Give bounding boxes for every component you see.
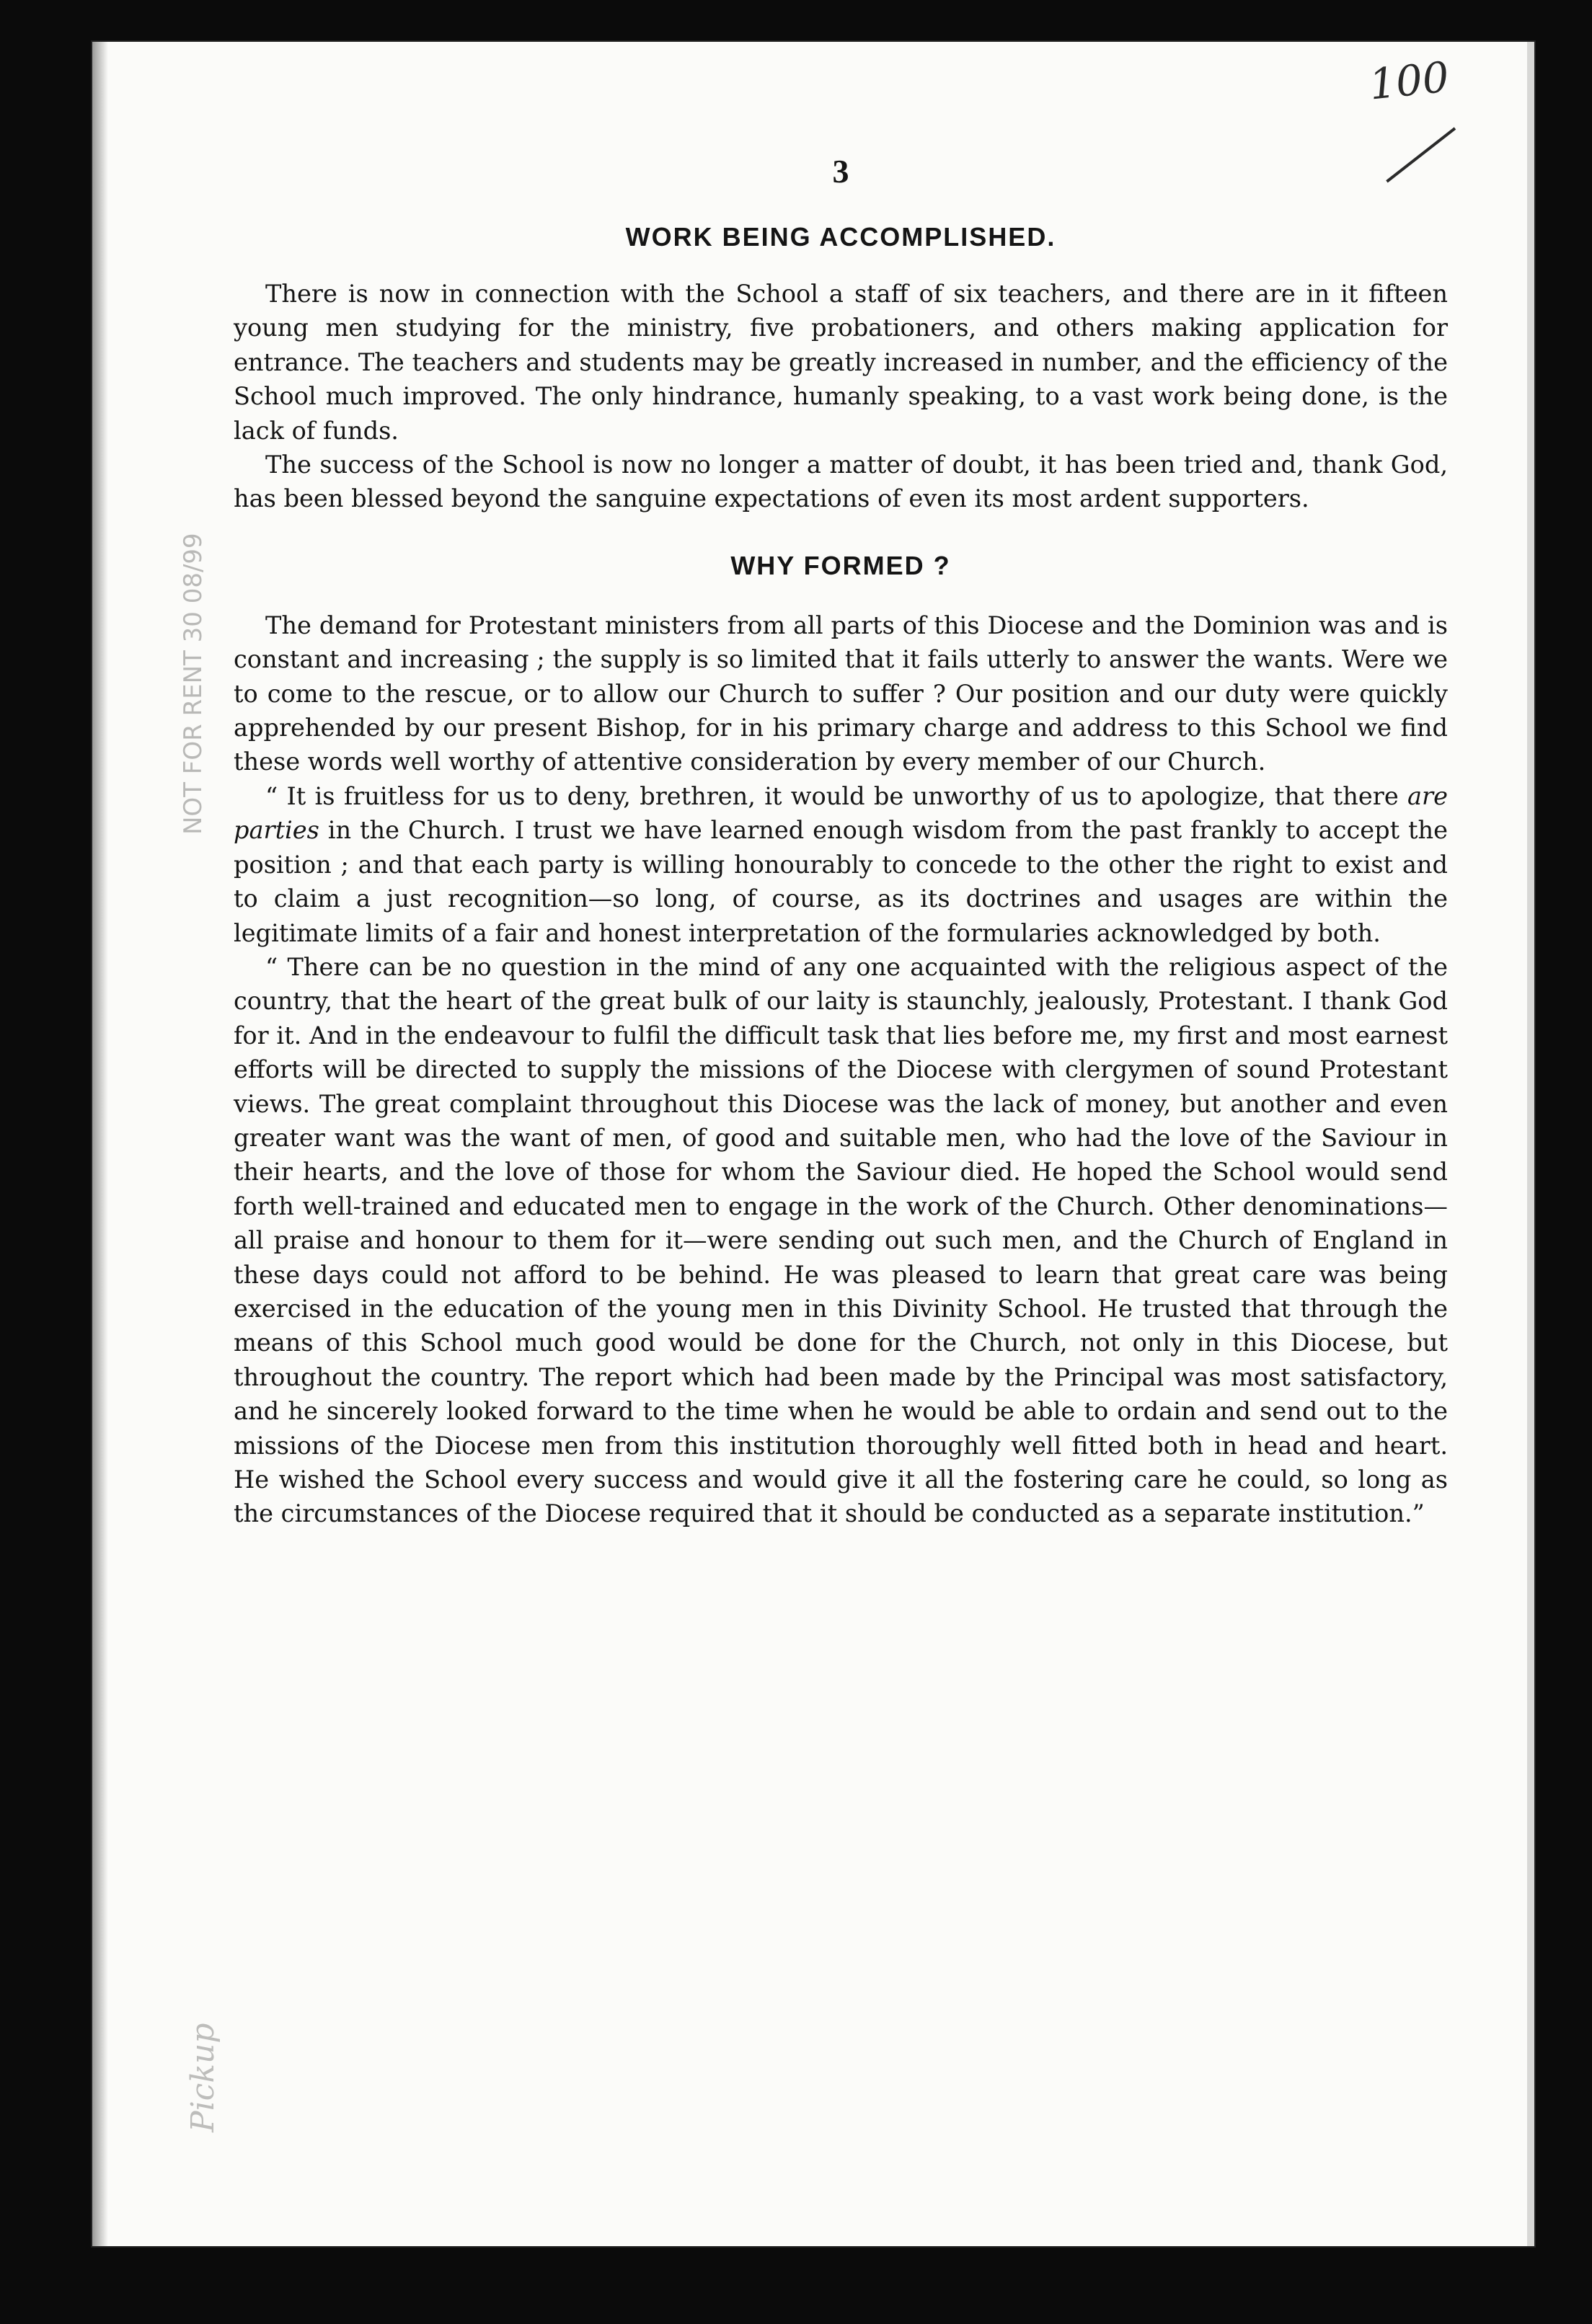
faint-margin-signature: Pickup <box>185 2023 221 2132</box>
handwritten-page-note: 100 <box>1367 52 1452 110</box>
page-right-edge <box>1527 42 1534 2246</box>
document-page <box>92 42 1534 2246</box>
page-number: 3 <box>832 153 849 190</box>
section-heading-why: WHY FORMED ? <box>730 550 951 580</box>
paragraph-why-2-lead: “ It is fruitless for us to deny, brethren, it would be unworthy of us to apologize, that there <box>265 781 1399 810</box>
italic-phrase: are parties <box>234 781 1448 845</box>
paragraph-why-1: The demand for Protestant ministers from all parts of this Diocese and the Dominion was and is constant and increasing ; the supply is so limited that it fails utterly to answer the wants. Were we to come to the rescue, or to allow our Church to suffer ? Our position and our duty were quickly apprehended by our present Bishop, for in his primary charge and address to this School we find these words well worthy of attentive consideration by every member of our Church. <box>234 611 1448 776</box>
page-gutter-shadow <box>92 42 108 2246</box>
paragraph-why-2-rest: in the Church. I trust we have learned enough wisdom from the past frankly to accept the position ; and that each party is willing honourably to concede to the other the right to exist and to claim a just recognition—so long, of course, as its doctrines and usages are within the legitimate limits of a fair and honest interpretation of the formularies acknowledged by both. <box>234 816 1448 947</box>
page-text-body <box>234 150 1448 1531</box>
section-heading-work: WORK BEING ACCOMPLISHED. <box>625 222 1056 252</box>
paragraph-why-3: “ There can be no question in the mind of any one acquainted with the religious aspect of the country, that the heart of the great bulk of our laity is staunchly, jealously, Protestant. I thank God for it. And in the endeavour to fulfil the difficult task that lies before me, my first and most earnest efforts will be directed to supply the missions of the Diocese with clergymen of sound Protestant views. The great complaint throughout this Diocese was the lack of money, but another and even greater want was the want of men, of good and suitable men, who had the love of the Saviour in their hearts, and the love of those for whom the Saviour died. He hoped the School would send forth well-trained and educated men to engage in the work of the Church. Other denominations—all praise and honour to them for it—were sending out such men, and the Church of England in these days could not afford to be behind. He was pleased to learn that great care was being exercised in the education of the young men in this Divinity School. He trusted that through the means of this School much good would be done for the Church, not only in this Diocese, but throughout the country. The report which had been made by the Principal was most satisfactory, and he sincerely looked forward to the time when he would be able to ordain and send out to the missions of the Diocese men from this institution thoroughly well fitted both in head and heart. He wished the School every success and would give it all the fostering care he could, so long as the circumstances of the Diocese required that it should be conducted as a separate institution.” <box>234 952 1448 1528</box>
paragraph-work-1: There is now in connection with the School a staff of six teachers, and there are in it fifteen young men studying for the ministry, five probationers, and others making application for entrance. The teachers and students may be greatly increased in number, and the efficiency of the School much improved. The only hindrance, humanly speaking, to a vast work being done, is the lack of funds. <box>234 280 1448 445</box>
faint-margin-note: NOT FOR RENT 30 08/99 <box>179 533 208 835</box>
paragraph-work-2: The success of the School is now no longer a matter of doubt, it has been tried and, thank God, has been blessed beyond the sanguine expectations of even its most ardent supporters. <box>234 451 1448 513</box>
paragraph-why-2 <box>234 779 1448 950</box>
